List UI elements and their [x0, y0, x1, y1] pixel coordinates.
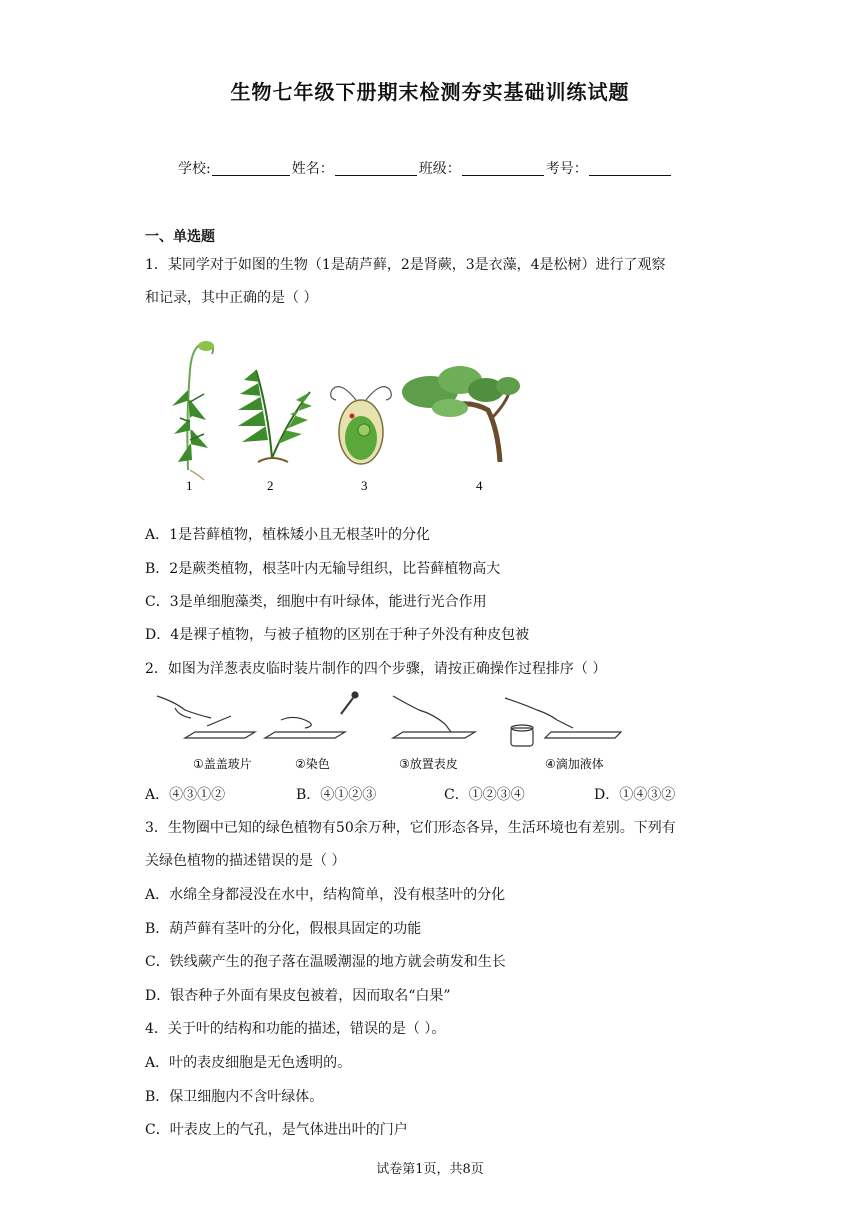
q3-stem-line2: 关绿色植物的描述错误的是（ ） [145, 853, 346, 869]
moss-illustration [172, 341, 214, 480]
chlamydomonas-illustration [331, 387, 392, 464]
q1-option-a: A．1是苔藓植物，植株矮小且无根茎叶的分化 [145, 527, 431, 543]
q2-option-c: C．①②③④ [444, 787, 525, 803]
q2-stem: 2．如图为洋葱表皮临时装片制作的四个步骤，请按正确操作过程排序（ ） [145, 661, 607, 677]
step-label-4: ④滴加液体 [545, 757, 604, 771]
q3-option-b: B．葫芦藓有茎叶的分化，假根具固定的功能 [145, 921, 422, 937]
exam-no-blank [589, 161, 671, 176]
q1-plants-figure [160, 330, 530, 500]
step-add-liquid-illustration [505, 698, 621, 746]
q1-option-b: B．2是蕨类植物，根茎叶内无输导组织，比苔藓植物高大 [145, 561, 501, 577]
figure-label-3: 3 [361, 478, 368, 493]
figure-label-4: 4 [476, 478, 483, 493]
q4-stem: 4．关于叶的结构和功能的描述，错误的是（ ）。 [145, 1021, 446, 1037]
name-blank [335, 161, 417, 176]
q4-option-b: B．保卫细胞内不含叶绿体。 [145, 1089, 324, 1105]
q1-stem-line2: 和记录，其中正确的是（ ） [145, 290, 318, 306]
exam-no-label: 考号： [545, 161, 588, 177]
fern-illustration [238, 370, 312, 462]
class-label: 班级： [418, 161, 461, 177]
q2-option-a: A．④③①② [145, 787, 226, 803]
step-place-epidermis-illustration [393, 696, 475, 738]
figure-label-2: 2 [267, 478, 274, 493]
q3-option-c: C．铁线蕨产生的孢子落在温暖潮湿的地方就会萌发和生长 [145, 954, 506, 970]
q4-option-a: A．叶的表皮细胞是无色透明的。 [145, 1055, 352, 1071]
school-blank [212, 161, 290, 176]
q2-option-d: D．①④③② [594, 787, 676, 803]
class-blank [462, 161, 544, 176]
step-label-1: ①盖盖玻片 [193, 757, 252, 771]
name-label: 姓名： [291, 161, 334, 177]
step-cover-slip-illustration [157, 696, 255, 738]
q3-option-a: A．水绵全身都浸没在水中，结构简单，没有根茎叶的分化 [145, 887, 506, 903]
q4-option-c: C．叶表皮上的气孔，是气体进出叶的门户 [145, 1122, 408, 1138]
step-label-2: ②染色 [295, 757, 330, 771]
page-footer: 试卷第1页，共8页 [376, 1162, 484, 1177]
student-info-row [178, 158, 673, 178]
figure-label-1: 1 [186, 478, 193, 493]
step-label-3: ③放置表皮 [399, 757, 458, 771]
school-label: 学校: [178, 161, 211, 177]
section-heading: 一、单选题 [145, 229, 215, 245]
q3-stem-line1: 3．生物圈中已知的绿色植物有50余万种，它们形态各异，生活环境也有差别。下列有 [145, 820, 676, 836]
pine-tree-illustration [402, 366, 520, 462]
q1-option-d: D．4是裸子植物，与被子植物的区别在于种子外没有种皮包被 [145, 627, 530, 643]
step-stain-illustration [265, 692, 358, 738]
q1-option-c: C．3是单细胞藻类，细胞中有叶绿体，能进行光合作用 [145, 594, 487, 610]
q1-stem-line1: 1．某同学对于如图的生物（1是葫芦藓，2是肾蕨，3是衣藻，4是松树）进行了观察 [145, 257, 666, 273]
q2-option-b: B．④①②③ [296, 787, 377, 803]
q2-steps-figure [145, 688, 625, 774]
q3-option-d: D．银杏种子外面有果皮包被着，因而取名“白果” [145, 988, 451, 1004]
page-title: 生物七年级下册期末检测夯实基础训练试题 [230, 80, 630, 104]
